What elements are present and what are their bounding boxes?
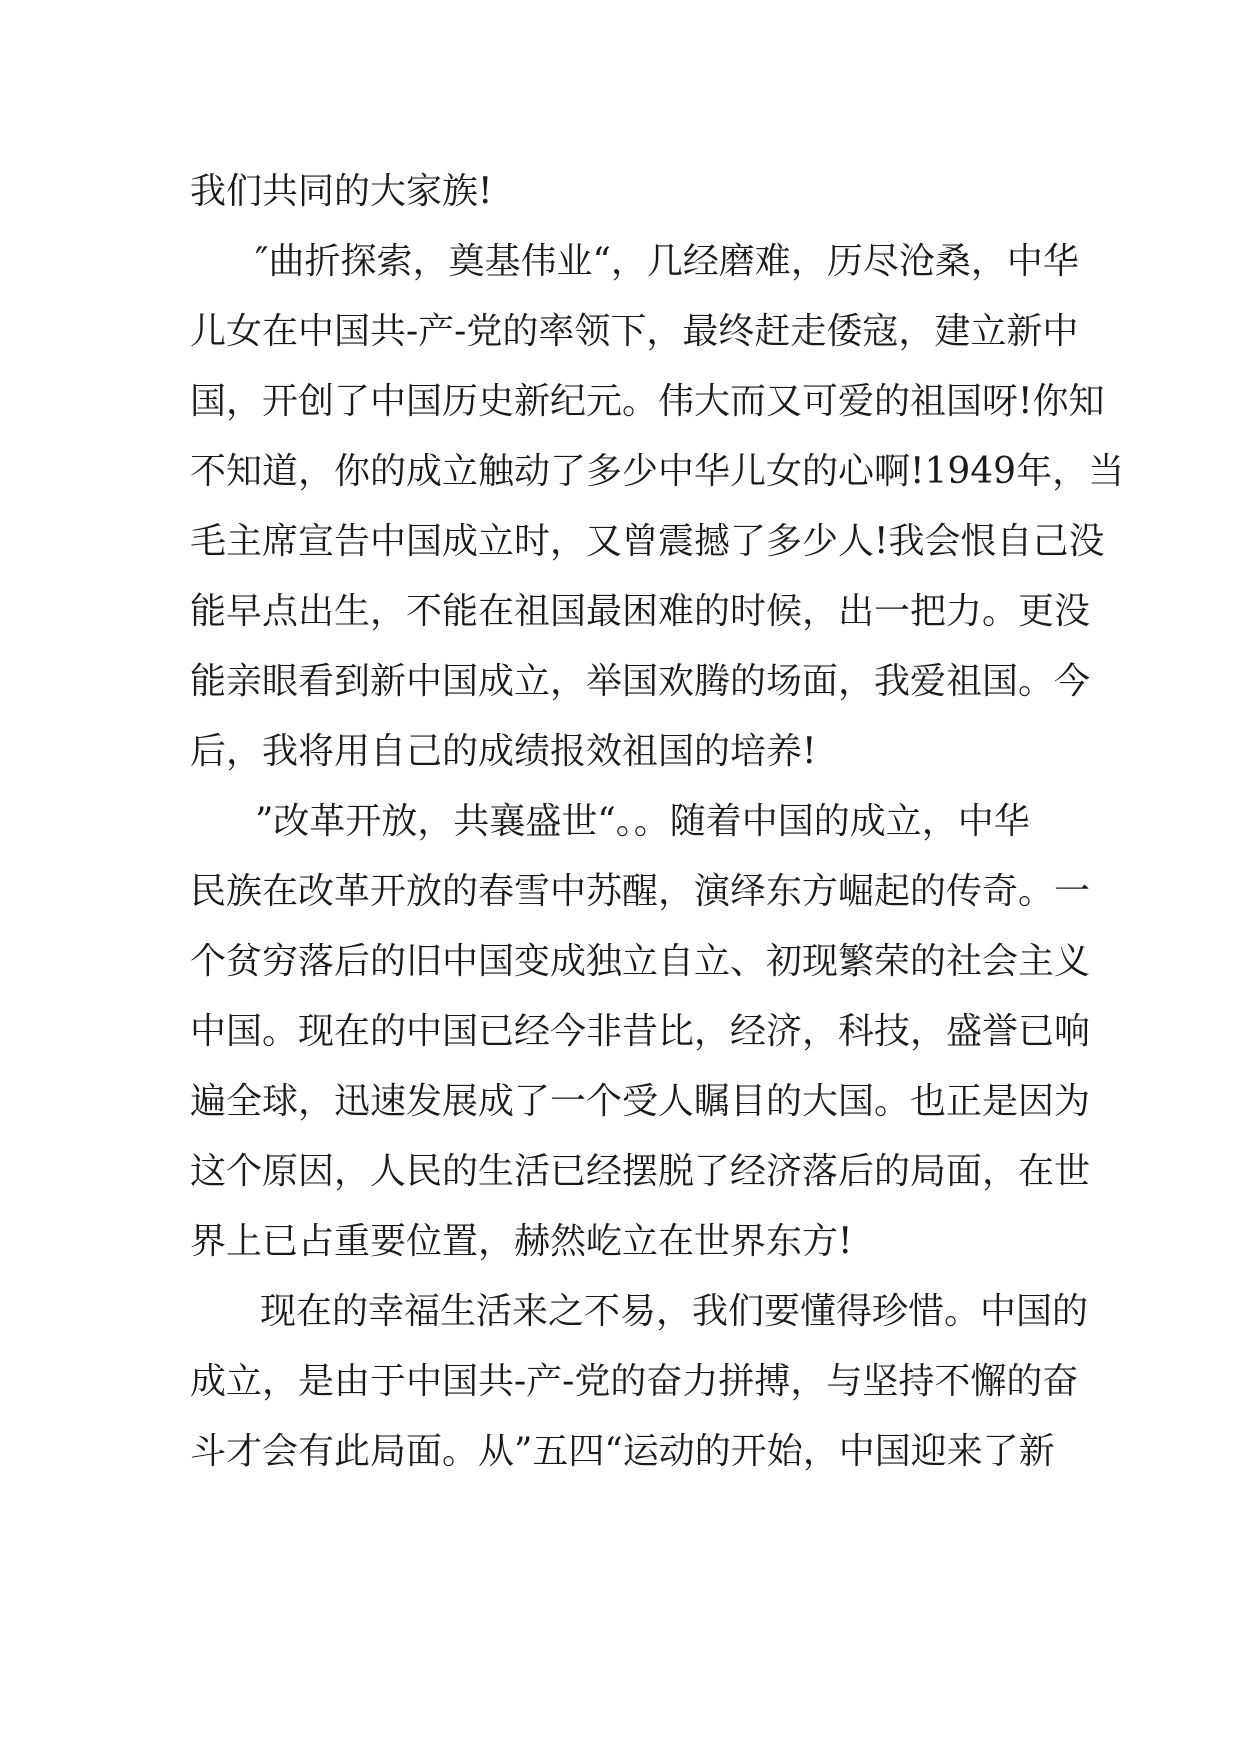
text-line: 我们共同的大家族! <box>190 171 493 212</box>
text-line: 中国。现在的中国已经今非昔比，经济，科技，盛誉已响 <box>190 1011 1091 1052</box>
text-line: 国，开创了中国历史新纪元。伟大而又可爱的祖国呀!你知 <box>190 381 1105 422</box>
text-line: 界上已占重要位置，赫然屹立在世界东方! <box>190 1221 853 1262</box>
text-line: 民族在改革开放的春雪中苏醒，演绎东方崛起的传奇。一 <box>190 871 1091 912</box>
text-line: 能早点出生，不能在祖国最困难的时候，出一把力。更没 <box>190 591 1091 632</box>
text-line: 这个原因，人民的生活已经摆脱了经济落后的局面，在世 <box>190 1151 1091 1192</box>
text-line: 后，我将用自己的成绩报效祖国的培养! <box>190 731 817 772</box>
text-line: 斗才会有此局面。从”五四“运动的开始，中国迎来了新 <box>190 1431 1055 1472</box>
text-line: ”改革开放，共襄盛世“。。随着中国的成立，中华 <box>255 801 1030 842</box>
text-line: 儿女在中国共-产-党的率领下，最终赶走倭寇，建立新中 <box>190 311 1079 352</box>
text-line: 遍全球，迅速发展成了一个受人瞩目的大国。也正是因为 <box>190 1081 1091 1122</box>
text-line: 毛主席宣告中国成立时，又曾震撼了多少人!我会恨自己没 <box>190 521 1105 562</box>
text-line: 能亲眼看到新中国成立，举国欢腾的场面，我爱祖国。今 <box>190 661 1091 702</box>
text-line: 成立，是由于中国共-产-党的奋力拼搏，与坚持不懈的奋 <box>190 1361 1079 1402</box>
text-line: 个贫穷落后的旧中国变成独立自立、初现繁荣的社会主义 <box>190 941 1091 982</box>
text-line: ″曲折探索，奠基伟业“，几经磨难，历尽沧桑，中华 <box>255 241 1079 282</box>
text-line: 不知道，你的成立触动了多少中华儿女的心啊!1949年，当 <box>190 451 1125 492</box>
text-line: 现在的幸福生活来之不易，我们要懂得珍惜。中国的 <box>260 1291 1089 1332</box>
